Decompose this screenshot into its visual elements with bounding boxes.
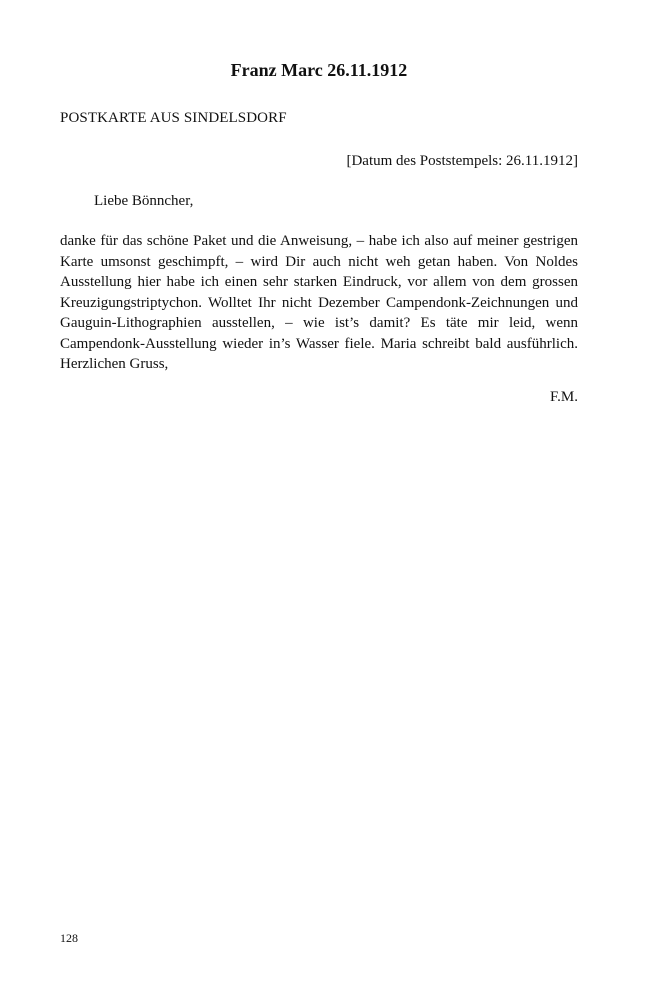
letter-body: danke für das schöne Paket und die Anweisung, – habe ich also auf meiner gestrigen Karte umsonst geschimpft, – wird Dir auch nicht weh getan haben. Von Noldes Ausstellung hier habe ich einen sehr starken Eindruck, vor allem von dem grossen Kreuzigungstriptychon. Wolltet Ihr nicht Dezember Campendonk-Zeichnungen und Gauguin-Lithographien ausstellen, – wie ist’s damit? Es täte mir leid, wenn Campendonk-Ausstellung wieder in’s Wasser fiele. Maria schreibt bald ausführlich. Herzlichen Gruss, (60, 233, 578, 372)
signature: F.M. (550, 389, 578, 405)
letter-title: Franz Marc 26.11.1912 (230, 60, 408, 80)
postmark-dateline: [Datum des Poststempels: 26.11.1912] (346, 153, 578, 169)
salutation: Liebe Bönncher, (94, 193, 194, 209)
page-number: 128 (60, 931, 78, 945)
letter-heading: POSTKARTE AUS SINDELSDORF (60, 110, 287, 126)
